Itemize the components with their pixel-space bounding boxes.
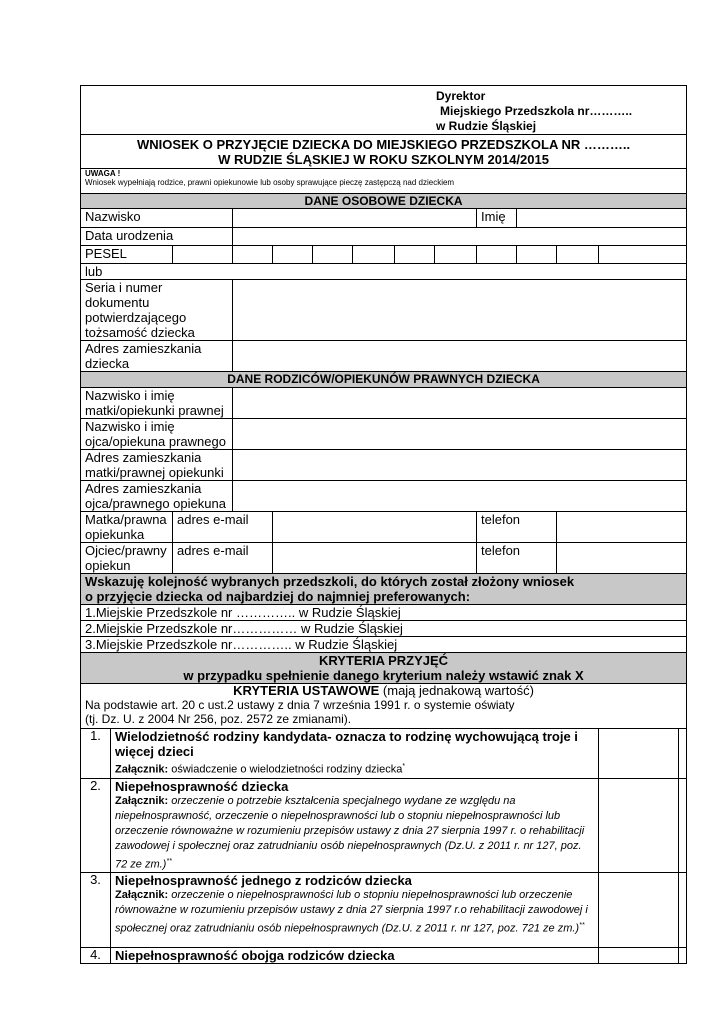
father-phone-label: telefon [477,543,557,574]
preferences-heading-row [81,574,687,605]
first-name-label: Imię [477,209,517,228]
mother-email-field[interactable] [273,512,477,543]
criterion-number: 3. [81,873,111,948]
surname-row [81,209,687,228]
preference-row [81,637,687,653]
footnote-mark: ** [166,857,172,865]
statutory-bold: KRYTERIA USTAWOWE [233,683,380,698]
criterion-number: 2. [81,778,111,873]
preferences-heading-line: Wskazuję kolejność wybranych przedszkoli, do których został złożony wniosek [85,574,575,589]
criteria-heading-line: w przypadku spełnienie danego kryterium należy wstawić znak X [183,668,584,683]
pesel-digit-cell[interactable] [233,246,273,264]
note-label: UWAGA ! [85,169,121,178]
pesel-digit-cell[interactable] [313,246,353,264]
criterion-attachment [115,888,594,937]
birth-date-field[interactable] [233,228,687,246]
criterion-row [81,873,687,948]
child-address-field[interactable] [233,341,687,372]
title-line: W RUDZIE ŚLĄSKIEJ W ROKU SZKOLNYM 2014/2015 [218,152,549,167]
attachment-text: orzeczenie o potrzebie kształcenia specjalnego wydane ze względu na niepełnosprawność, orzeczenie o niepełnosprawności lub o stopniu niepełnosprawności lub orzeczenie równoważne w rozumieniu przepisów ustawy z dnia 27 sierpnia 1997 r. o rehabilitacji zawodowej i społecznej oraz zatrudnianiu osób niepełnosprawnych (Dz.U. z 2011 r. nr 127, poz. 72 ze zm.) [115,794,585,871]
surname-label: Nazwisko [81,209,233,228]
attachment-label: Załącznik: [115,763,169,776]
criterion-title: Wielodzietność rodziny kandydata- oznacza to rodzinę wychowującą troje i więcej dzieci [115,729,578,759]
pesel-digit-cell[interactable] [599,246,687,264]
pesel-digit-cell[interactable] [395,246,435,264]
pesel-digit-cell[interactable] [273,246,313,264]
criterion-description [111,873,599,948]
criterion-description [111,948,599,964]
mother-phone-label: telefon [477,512,557,543]
mother-address-field[interactable] [233,450,687,481]
criterion-mark-cell[interactable] [599,948,679,964]
criterion-attachment [115,759,594,778]
preferences-heading [81,574,687,605]
or-row [81,264,687,280]
criterion-spacer [679,873,687,948]
criterion-title: Niepełnosprawność jednego z rodziców dziecka [115,873,412,889]
father-address-field[interactable] [233,481,687,512]
criterion-spacer [679,778,687,873]
father-name-row [81,419,687,450]
criterion-row [81,778,687,873]
criterion-title: Niepełnosprawność obojga rodziców dziecka [115,948,395,964]
criterion-attachment [115,794,594,873]
father-phone-field[interactable] [557,543,687,574]
mother-name-field[interactable] [233,388,687,419]
criteria-heading [81,653,687,684]
pesel-digit-cell[interactable] [477,246,517,264]
pesel-label: PESEL [81,246,173,264]
mother-email-label: adres e-mail [173,512,273,543]
father-email-label: adres e-mail [173,543,273,574]
footnote-mark: * [402,763,406,770]
pesel-digit-cell[interactable] [557,246,599,264]
criterion-title: Niepełnosprawność dziecka [115,778,289,794]
mother-phone-field[interactable] [557,512,687,543]
attachment-text: orzeczenie o niepełnosprawności lub o stopniu niepełnosprawności lub orzeczenie równoważne w rozumieniu przepisów ustawy z dnia 27 sierpnia 1997 r.o rehabilitacji zawodowej i społecznej oraz zatrudnianiu osób niepełnosprawnych (Dz.U. z 2011 r. nr 127, poz. 721 ze zm.) [115,889,588,935]
attachment-label: Załącznik: [115,889,169,902]
addressee [81,86,687,135]
pesel-digit-cell[interactable] [173,246,233,264]
criterion-row [81,948,687,964]
legal-basis-line: Na podstawie art. 20 c ust.2 ustawy z dnia 7 września 1991 r. o systemie oświaty [85,698,515,712]
parents-data-heading: DANE RODZICÓW/OPIEKUNÓW PRAWNYCH DZIECKA [81,372,687,388]
section-heading-row [81,194,687,209]
mother-name-label: Nazwisko i imię matki/opiekunki prawnej [81,388,233,419]
pesel-digit-cell[interactable] [435,246,477,264]
criterion-row [81,729,687,779]
father-address-row [81,481,687,512]
criterion-number: 1. [81,729,111,779]
pesel-digit-cell[interactable] [517,246,557,264]
father-label: Ojciec/prawny opiekun [81,543,173,574]
statutory-row [81,684,687,729]
form-title [81,135,687,169]
application-form [80,85,687,964]
mother-address-row [81,450,687,481]
child-address-row [81,341,687,372]
criterion-description [111,778,599,873]
criterion-mark-cell[interactable] [599,778,679,873]
preference-item[interactable]: 1.Miejskie Przedszkole nr ………….. w Rudzie Śląskiej [81,605,687,621]
criterion-description [111,729,599,779]
mother-label: Matka/prawna opiekunka [81,512,173,543]
note [81,169,687,194]
birth-date-label: Data urodzenia [81,228,233,246]
addressee-row [81,86,687,135]
first-name-field[interactable] [517,209,687,228]
document-label: Seria i numer dokumentu potwierdzającego tożsamość dziecka [81,280,233,341]
pesel-digit-cell[interactable] [353,246,395,264]
birth-date-row [81,228,687,246]
father-contact-row [81,543,687,574]
statutory-criteria [81,684,687,729]
note-text: Wniosek wypełniają rodzice, prawni opiekunowie lub osoby sprawujące pieczę zastępczą nad dzieckiem [85,178,455,187]
father-email-field[interactable] [273,543,477,574]
attachment-text: oświadczenie o wielodzietności rodziny dziecka [168,763,403,776]
addressee-line: Miejskiego Przedszkola nr……….. [440,104,633,118]
section-heading-row [81,372,687,388]
surname-field[interactable] [233,209,477,228]
mother-name-row [81,388,687,419]
statutory-rest: (mają jednakową wartość) [379,683,534,698]
preference-row [81,621,687,637]
child-address-label: Adres zamieszkania dziecka [81,341,233,372]
mother-address-label: Adres zamieszkania matki/prawnej opiekunki [81,450,233,481]
pesel-row [81,246,687,264]
criterion-mark-cell[interactable] [599,873,679,948]
title-row [81,135,687,169]
father-address-label: Adres zamieszkania ojca/prawnego opiekuna [81,481,233,512]
preference-item[interactable]: 3.Miejskie Przedszkole nr………….. w Rudzie Śląskiej [81,637,687,653]
criterion-spacer [679,729,687,779]
attachment-label: Załącznik: [115,794,169,807]
child-data-heading: DANE OSOBOWE DZIECKA [81,194,687,209]
criteria-heading-line: KRYTERIA PRZYJĘĆ [319,653,449,668]
criterion-mark-cell[interactable] [599,729,679,779]
title-line: WNIOSEK O PRZYJĘCIE DZIECKA DO MIEJSKIEGO PRZEDSZKOLA NR ……….. [137,137,631,152]
preferences-heading-line: o przyjęcie dziecka od najbardziej do najmniej preferowanych: [85,589,471,604]
mother-contact-row [81,512,687,543]
or-label: lub [81,264,687,280]
document-row [81,280,687,341]
preference-row [81,605,687,621]
criterion-number: 4. [81,948,111,964]
criterion-spacer [679,948,687,964]
footnote-mark: ** [579,922,585,930]
statutory-title [85,684,682,698]
document-field[interactable] [233,280,687,341]
preference-item[interactable]: 2.Miejskie Przedszkole nr…………… w Rudzie Śląskiej [81,621,687,637]
addressee-line: Dyrektor [436,89,486,103]
note-row [81,169,687,194]
criteria-heading-row [81,653,687,684]
father-name-field[interactable] [233,419,687,450]
addressee-line: w Rudzie Śląskiej [436,119,537,133]
legal-basis-line: (tj. Dz. U. z 2004 Nr 256, poz. 2572 ze zmianami). [85,712,352,726]
father-name-label: Nazwisko i imię ojca/opiekuna prawnego [81,419,233,450]
